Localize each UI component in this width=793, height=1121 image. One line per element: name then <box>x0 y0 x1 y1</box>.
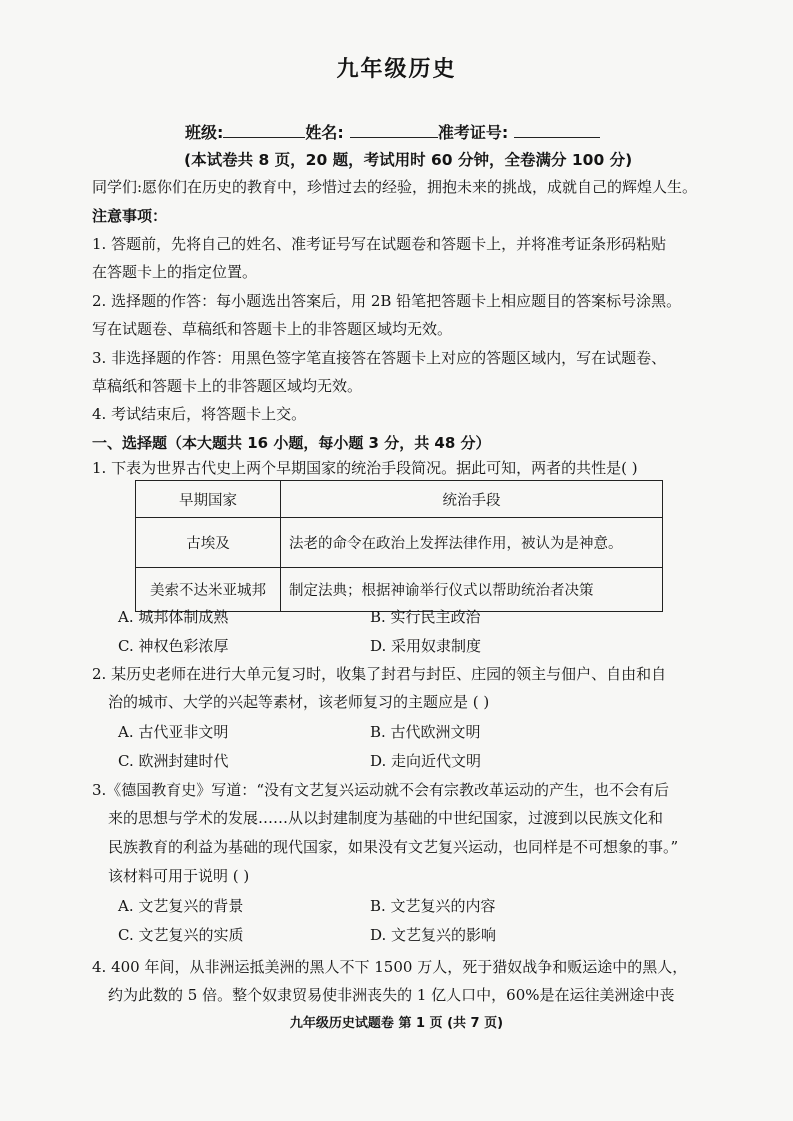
note-1-line-1: 1. 答题前，先将自己的姓名、准考证号写在试题卷和答题卡上，并将准考证条形码粘贴 <box>92 235 667 253</box>
exam-id-label: 准考证号: <box>437 123 509 142</box>
table-header-row <box>136 481 663 518</box>
q1-option-c[interactable]: C. 神权色彩浓厚 <box>118 637 229 655</box>
exam-info: (本试卷共 8 页，20 题，考试用时 60 分钟，全卷满分 100 分) <box>184 151 633 169</box>
q2-option-c[interactable]: C. 欧洲封建时代 <box>118 752 229 770</box>
question-3-line-3: 民族教育的利益为基础的现代国家，如果没有文艺复兴运动，也同样是不可想象的事。” <box>108 838 679 856</box>
page-title: 九年级历史 <box>336 57 457 82</box>
q1-option-d[interactable]: D. 采用奴隶制度 <box>370 637 482 655</box>
table-header-cell: 统治手段 <box>281 481 663 518</box>
name-label: 姓名: <box>305 123 344 142</box>
student-info-row <box>185 120 600 143</box>
note-3-line-2: 草稿纸和答题卡上的非答题区域均无效。 <box>92 377 363 395</box>
table-row <box>136 518 663 568</box>
table-row <box>136 568 663 612</box>
table-cell: 美索不达米亚城邦 <box>136 568 281 612</box>
note-4: 4. 考试结束后，将答题卡上交。 <box>92 405 307 423</box>
note-2-line-1: 2. 选择题的作答：每小题选出答案后，用 2B 铅笔把答题卡上相应题目的答案标号涂黑。 <box>92 292 682 310</box>
table-cell: 制定法典；根据神谕举行仪式以帮助统治者决策 <box>281 568 663 612</box>
note-2-line-2: 写在试题卷、草稿纸和答题卡上的非答题区域均无效。 <box>92 320 453 338</box>
question-2-line-1: 2. 某历史老师在进行大单元复习时，收集了封君与封臣、庄园的领主与佃户、自由和自 <box>92 665 667 683</box>
table-header-cell: 早期国家 <box>136 481 281 518</box>
question-3-line-1: 3.《德国教育史》写道：“没有文艺复兴运动就不会有宗教改革运动的产生，也不会有后 <box>92 781 669 799</box>
table-cell: 古埃及 <box>136 518 281 568</box>
question-1-stem: 1. 下表为世界古代史上两个早期国家的统治手段简况。据此可知，两者的共性是( ) <box>92 459 638 477</box>
exam-id-field[interactable] <box>514 121 600 138</box>
q3-option-d[interactable]: D. 文艺复兴的影响 <box>370 926 497 944</box>
question-4-line-1: 4. 400 年间，从非洲运抵美洲的黑人不下 1500 万人，死于猎奴战争和贩运途中的黑人， <box>92 958 688 976</box>
class-label: 班级: <box>185 123 224 142</box>
q2-option-d[interactable]: D. 走向近代文明 <box>370 752 482 770</box>
class-field[interactable] <box>223 121 305 138</box>
greeting: 同学们:愿你们在历史的教育中，珍惜过去的经验，拥抱未来的挑战，成就自己的辉煌人生。 <box>92 178 698 196</box>
q2-option-a[interactable]: A. 古代亚非文明 <box>118 723 229 741</box>
question-2-line-2: 治的城市、大学的兴起等素材，该老师复习的主题应是 ( ) <box>108 693 490 711</box>
q1-option-a[interactable]: A. 城邦体制成熟 <box>118 608 229 626</box>
q3-option-c[interactable]: C. 文艺复兴的实质 <box>118 926 244 944</box>
note-1-line-2: 在答题卡上的指定位置。 <box>92 263 258 281</box>
page-footer: 九年级历史试题卷 第 1 页 (共 7 页) <box>289 1016 504 1031</box>
q3-option-a[interactable]: A. 文艺复兴的背景 <box>118 897 244 915</box>
notes-title: 注意事项： <box>92 207 168 225</box>
table-cell: 法老的命令在政治上发挥法律作用，被认为是神意。 <box>281 518 663 568</box>
question-1-table <box>135 480 663 612</box>
note-3-line-1: 3. 非选择题的作答：用黑色签字笔直接答在答题卡上对应的答题区域内，写在试题卷、 <box>92 349 667 367</box>
q2-option-b[interactable]: B. 古代欧洲文明 <box>370 723 481 741</box>
question-3-line-4: 该材料可用于说明 ( ) <box>108 867 250 885</box>
question-3-line-2: 来的思想与学术的发展……从以封建制度为基础的中世纪国家，过渡到以民族文化和 <box>108 809 664 827</box>
question-4-line-2: 约为此数的 5 倍。整个奴隶贸易使非洲丧失的 1 亿人口中，60%是在运往美洲途中丧 <box>108 986 675 1004</box>
q3-option-b[interactable]: B. 文艺复兴的内容 <box>370 897 496 915</box>
q1-option-b[interactable]: B. 实行民主政治 <box>370 608 481 626</box>
section-heading: 一、选择题（本大题共 16 小题，每小题 3 分，共 48 分） <box>92 434 491 452</box>
name-field[interactable] <box>350 121 438 138</box>
